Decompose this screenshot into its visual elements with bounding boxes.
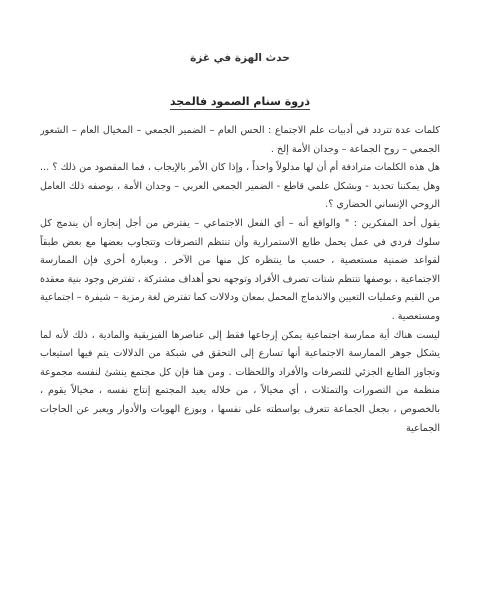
document-subtitle-text: ذروة سنام الصمود فالمجد <box>169 95 311 108</box>
paragraph-2: هل هذه الكلمات مترادفة أم أن لها مدلولاً واحداً ، وإذا كان الأمر بالإيجاب ، فما المقصود من ذلك ؟ ... وهل يمكننا تحديد - وبشكل علمي قاطع - الضمير الجمعي العربي – وجدان الأمة ، بوصفه ذلك العامل الروحي الإنساني الحضاري ؟. <box>40 162 440 211</box>
document-title: حدث الهزة في غزة <box>190 52 290 64</box>
paragraph-4: ليست هناك أية ممارسة اجتماعية يمكن إرجاعها فقط إلى عناصرها الفيزيقية والمادية ، ذلك لأنه لما يشكل جوهر الممارسة الاجتماعية أنها تسارع إلى التحقق في شبكة من الدلالات يتم فيها استيعاب وتجاوز الطابع الجزئي للتصرفات والأفراد واللحظات . ومن هنا فإن كل مجتمع ينشئ لنفسه مجموعة منظمة من التصورات والتمثلات ، أي مخيالاً ، من خلاله يعيد المجتمع إنتاج نفسه ، مخيالاً يقوم ، بالخصوص ، بجعل الجماعة تتعرف بواسطته على نفسها ، وبوزع الهويات والأدوار ويعبر عن الحاجات الجماعية <box>40 329 440 434</box>
paragraph-3: يقول أحد المفكرين : " والواقع أنه – أي الفعل الاجتماعي – يفترض من أجل إنجازه أن يندمج كل سلوك فردي في عمل يحمل طابع الاستمرارية وأن تنتظم التصرفات وتتجاوب بعضها مع بعض طبقاً لقواعد ضمنية مستعصية ، حسب ما ينتظره كل منها من الآخر . وبعبارة أخرى فإن الممارسة الاجتماعية ، بوصفها تنتظم شتات تصرف الأفراد وتوجهه نحو أهداف مشتركة ، تفترض وجود بنية معقدة من القيم وعمليات التعيين والاندماج المحمل بمعان ودلالات كما تفترض لغة رمزية – شيفرة – اجتماعية ومستعصية . <box>40 217 440 322</box>
document-body <box>40 122 440 594</box>
document-subtitle <box>0 95 480 108</box>
paragraph-1: كلمات عدة تتردد في أدبيات علم الاجتماع : الحس العام – الضمير الجمعي – المخيال العام – الشعور الجمعي – روح الجماعة – وجدان الأمة إلخ . <box>40 125 440 155</box>
